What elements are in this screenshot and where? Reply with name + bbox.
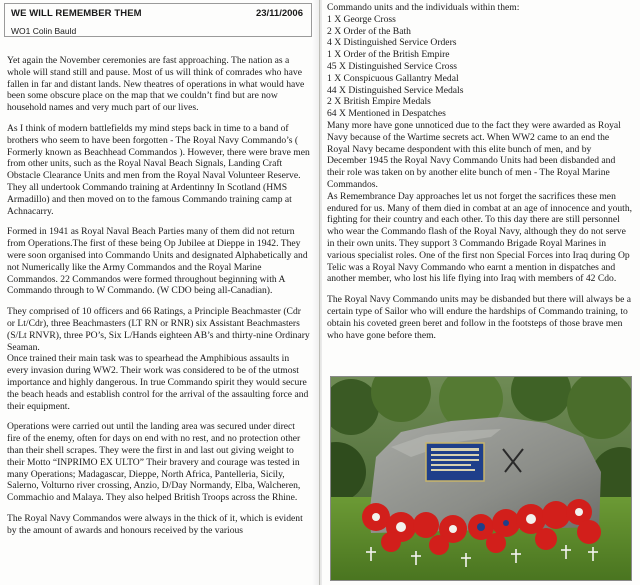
award-item: 1 X George Cross bbox=[327, 13, 396, 25]
award-item: 4 X Distinguished Service Orders bbox=[327, 37, 457, 49]
article-author: WO1 Colin Bauld bbox=[11, 26, 77, 36]
paragraph: The Royal Navy Commando units may be disbanded but there will always be a certain type of Sailor who will endure the hardships of Commando training, to obtain his coveted green beret and follow in the footsteps of those brave men who have gone before them. bbox=[327, 294, 632, 341]
paragraph: As Remembrance Day approaches let us not forget the sacrifices these men endured for us. Many of them died in combat at an age of innocence and youth, fighting for their country and each other. To this day there are still personnel who wear the Commando flash of the Royal Navy, although they do not serve in their own units. They support 3 Commando Brigade Royal Marines in various specialist roles. One of the first non Special Forces into Iraq during Op Telic was a Royal Navy Commando who earnt a mention in dispatches and another member, who lost his life flying into Iraq with members of 42 Cdo. bbox=[327, 190, 633, 285]
awards-intro: Commando units and the individuals within them: bbox=[327, 2, 520, 13]
award-item: 1 X Order of the British Empire bbox=[327, 49, 450, 61]
paragraph: Yet again the November ceremonies are fast approaching. The nation as a whole will stand still and pause. Most of us will think of comrades who have fallen in far and distant lands. New theatres of operations in what would have been some obscure place on the map that we couldn’t find but are now household names and very much part of our lives. bbox=[7, 55, 305, 114]
award-item: 44 X Distinguished Service Medals bbox=[327, 84, 464, 96]
page-gutter bbox=[312, 0, 322, 585]
award-item: 45 X Distinguished Service Cross bbox=[327, 60, 458, 72]
award-item: 2 X Order of the Bath bbox=[327, 25, 411, 37]
paragraph: Many more have gone unnoticed due to the fact they were awarded as Royal Navy because of the Wartime secrets act. When WW2 came to an end the Royal Navy became despondent with this elite bunch of men, and by December 1945 the Royal Navy Commando Units had been disbanded and their role was taken on by another elite bunch of men - The Royal Marine Commandos. bbox=[327, 119, 621, 190]
memorial-photo bbox=[330, 376, 632, 581]
paragraph: Formed in 1941 as Royal Naval Beach Parties many of them did not return from Operations.The first of these being Op Jubilee at Dieppe in 1942. They were soon organised into Commando Units and designated Alphabetically and not Numerically like the Army Commandos and the Royal Marine Commandos. 22 Commandos were formed throughout beginning with A Commando through to W Commando. (W CDO being all-Canadian). bbox=[7, 226, 308, 297]
paragraph: The Royal Navy Commandos were always in the thick of it, which is evident by the amount of awards and honours received by the various bbox=[7, 512, 303, 536]
left-column-text bbox=[7, 55, 310, 545]
awards-list bbox=[327, 14, 633, 120]
right-column-text bbox=[327, 2, 633, 341]
award-item: 64 X Mentioned in Despatches bbox=[327, 108, 446, 120]
memorial-stone-image bbox=[331, 377, 631, 580]
article-date: 23/11/2006 bbox=[255, 8, 303, 19]
paragraph: They comprised of 10 officers and 66 Ratings, a Principle Beachmaster (Cdr or Lt/Cdr), three Beachmasters (LT RN or RNR) six Assistant Beachmasters (S/Lt RNVR), three PO’s, Six L/Hands eighteen AB’s and thirty-nine Ordinary Seaman. bbox=[7, 306, 310, 353]
award-item: 1 X Conspicuous Gallantry Medal bbox=[327, 72, 459, 84]
paragraph: As I think of modern battlefields my mind steps back in time to a band of brothers who seem to have been forgotten - The Royal Navy Commando’s ( Formerly known as Beachhead Commandos ). However, there were brave men from other units, such as the Royal Naval Beach Signals, Landing Craft Obstacle Clearance Units and men from the Royal Naval Volunteer Reserve. They all undertook Commando training at Ardentinny In Scotland (HMS Armadillo) and then moved on to the famous Commando training camp at Achnacarry. bbox=[7, 122, 310, 217]
paragraph: Operations were carried out until the landing area was secured under direct fire of the enemy, often for days on end with no rest, and no protection other than their shell scrapes. They were the first in and last out giving weight to their Motto “INPRIMO EX ULTO” Their bravery and courage was tested in many Operations; Madagascar, Dieppe, North Africa, Pantelleria, Sicily, Salerno, Volturno river crossing, Anzio, D/Day Normandy, Elba, Walcheren, Commachio and Malaya. They also helped British Troops across the Rhine. bbox=[7, 421, 301, 504]
award-item: 2 X British Empire Medals bbox=[327, 96, 431, 108]
article-header bbox=[4, 3, 312, 37]
paragraph: Once trained their main task was to spearhead the Amphibious assaults in every invasion during WW2. Their work was considered to be of the utmost importance and highly dangerous. In true Commando spirit they would secure the beach heads and establish control for the arrival of the assaulting force and their equipment. bbox=[7, 353, 309, 412]
article-title: WE WILL REMEMBER THEM bbox=[11, 8, 142, 19]
